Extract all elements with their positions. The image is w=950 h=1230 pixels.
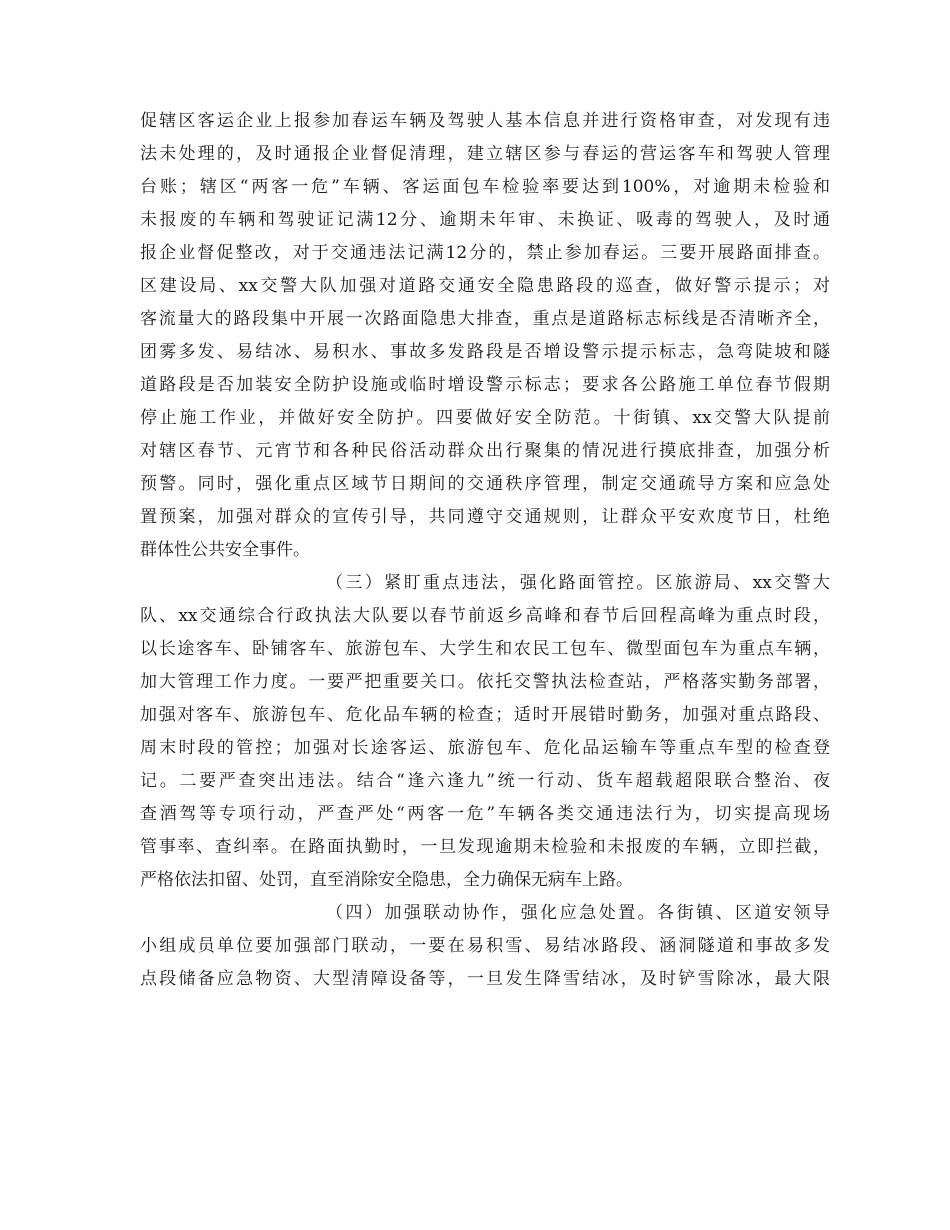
text-line: 群体性公共安全事件。 [140,540,310,560]
text-line: 加强对客车、旅游包车、危化品车辆的检查；适时开展错时勤务，加强对重点路段、 [140,705,830,725]
text-line: 法未处理的，及时通报企业督促清理，建立辖区参与春运的营运客车和驾驶人管理 [140,144,830,164]
text-line: 加大管理工作力度。一要严把重要关口。依托交警执法检查站，严格落实勤务部署， [140,672,830,692]
text-line: 严格依法扣留、处罚，直至消除安全隐患，全力确保无病车上路。 [140,870,633,890]
text-line: 管事率、查纠率。在路面执勤时，一旦发现逾期未检验和未报废的车辆，立即拦截， [140,837,830,857]
text-line: 预警。同时，强化重点区域节日期间的交通秩序管理，制定交通疏导方案和应急处 [140,474,830,494]
text-line: 区建设局、xx交警大队加强对道路交通安全隐患路段的巡查，做好警示提示；对 [140,276,830,296]
text-line: 记。二要严查突出违法。结合“逢六逢九”统一行动、货车超载超限联合整治、夜 [140,771,830,791]
body-text [140,105,830,996]
text-line: 队、xx交通综合行政执法大队要以春节前返乡高峰和春节后回程高峰为重点时段， [140,606,830,626]
text-line: 道路段是否加装安全防护设施或临时增设警示标志；要求各公路施工单位春节假期 [140,375,830,395]
text-line: 客流量大的路段集中开展一次路面隐患大排查，重点是道路标志标线是否清晰齐全， [140,309,830,329]
text-line: 促辖区客运企业上报参加春运车辆及驾驶人基本信息并进行资格审查，对发现有违 [140,111,830,131]
section-heading-line: （三）紧盯重点违法，强化路面管控。区旅游局、xx交警大 [326,573,830,593]
text-line: 未报废的车辆和驾驶证记满12分、逾期未年审、未换证、吸毒的驾驶人，及时通 [140,210,830,230]
text-line: 以长途客车、卧铺客车、旅游包车、大学生和农民工包车、微型面包车为重点车辆， [140,639,830,659]
text-line: 点段储备应急物资、大型清障设备等，一旦发生降雪结冰，及时铲雪除冰，最大限 [140,969,830,989]
text-line: 查酒驾等专项行动，严查严处“两客一危”车辆各类交通违法行为，切实提高现场 [140,804,830,824]
text-line: 团雾多发、易结冰、易积水、事故多发路段是否增设警示提示标志，急弯陡坡和隧 [140,342,830,362]
section-heading-line: （四）加强联动协作，强化应急处置。各街镇、区道安领导 [326,903,830,923]
text-line: 台账；辖区“两客一危”车辆、客运面包车检验率要达到100%，对逾期未检验和 [140,177,830,197]
text-line: 报企业督促整改，对于交通违法记满12分的，禁止参加春运。三要开展路面排查。 [140,243,830,263]
text-line: 置预案，加强对群众的宣传引导，共同遵守交通规则，让群众平安欢度节日，杜绝 [140,507,830,527]
text-line: 对辖区春节、元宵节和各种民俗活动群众出行聚集的情况进行摸底排查，加强分析 [140,441,830,461]
text-line: 停止施工作业，并做好安全防护。四要做好安全防范。十街镇、xx交警大队提前 [140,408,830,428]
text-line: 周末时段的管控；加强对长途客运、旅游包车、危化品运输车等重点车型的检查登 [140,738,830,758]
text-line: 小组成员单位要加强部门联动，一要在易积雪、易结冰路段、涵洞隧道和事故多发 [140,936,830,956]
